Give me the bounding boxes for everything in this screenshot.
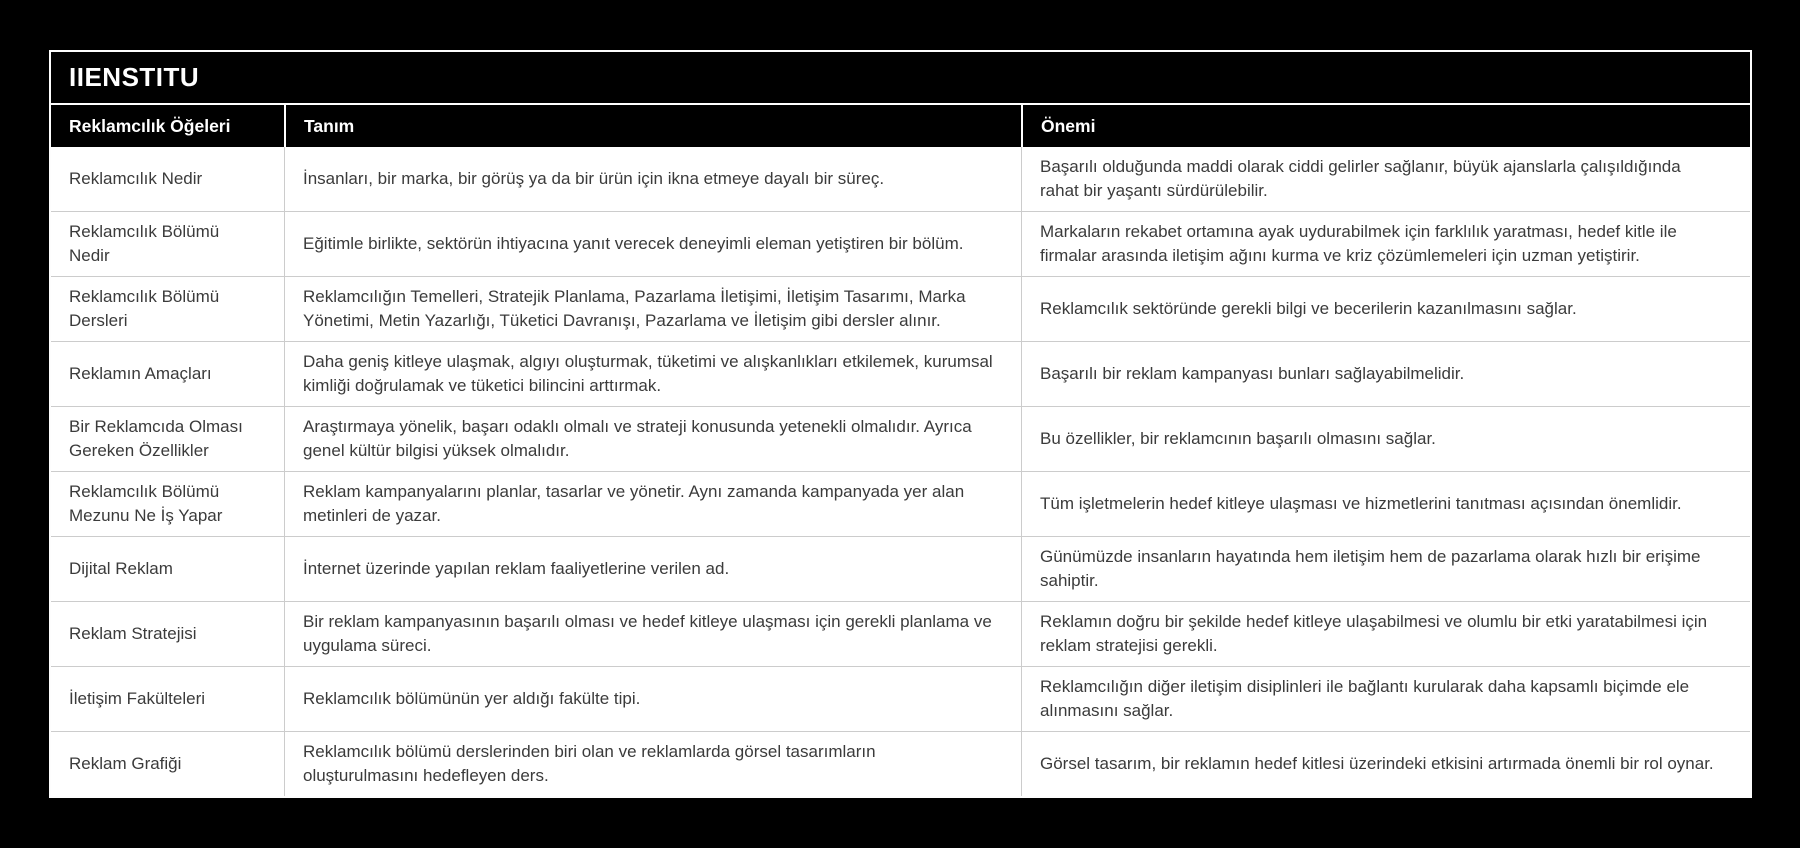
table-row [51, 731, 1750, 796]
cell-onemi [1021, 602, 1750, 666]
cell-text: Bir Reklamcıda Olması Gereken Özellikler [69, 417, 243, 460]
cell-onemi [1021, 277, 1750, 341]
table-row [51, 276, 1750, 341]
cell-onemi [1021, 342, 1750, 406]
column-header-oge: Reklamcılık Öğeleri [69, 115, 231, 136]
column-header-onemi: Önemi [1021, 105, 1750, 147]
cell-onemi [1021, 732, 1750, 796]
cell-oge [51, 212, 284, 276]
cell-oge [51, 732, 284, 796]
content-card [49, 50, 1752, 798]
cell-text: Reklam kampanyalarını planlar, tasarlar ve yönetir. Aynı zamanda kampanyada yer alan metinleri de yazar. [303, 482, 965, 525]
cell-oge [51, 147, 284, 211]
cell-onemi [1021, 472, 1750, 536]
cell-onemi [1021, 147, 1750, 211]
cell-tanim [284, 407, 1021, 471]
table-row [51, 211, 1750, 276]
cell-text: Tüm işletmelerin hedef kitleye ulaşması ve hizmetlerini tanıtması açısından önemlidir. [1040, 494, 1682, 513]
cell-tanim [284, 342, 1021, 406]
cell-text: Bu özellikler, bir reklamcının başarılı olmasını sağlar. [1040, 429, 1436, 448]
table-row [51, 471, 1750, 536]
cell-tanim [284, 212, 1021, 276]
cell-text: Reklamcılığın diğer iletişim disiplinleri ile bağlantı kurularak daha kapsamlı biçimde ele alınmasını sağlar. [1040, 677, 1690, 720]
cell-onemi [1021, 537, 1750, 601]
cell-oge [51, 472, 284, 536]
table-row [51, 601, 1750, 666]
cell-tanim [284, 472, 1021, 536]
cell-text: İletişim Fakülteleri [69, 689, 206, 708]
cell-text: Reklamcılık Bölümü Dersleri [69, 287, 220, 330]
cell-text: Görsel tasarım, bir reklamın hedef kitlesi üzerindeki etkisini artırmada önemli bir rol oynar. [1040, 754, 1714, 773]
table-row [51, 666, 1750, 731]
cell-tanim [284, 147, 1021, 211]
table-row [51, 536, 1750, 601]
cell-text: Reklamcılık Bölümü Mezunu Ne İş Yapar [69, 482, 223, 525]
cell-text: Eğitimle birlikte, sektörün ihtiyacına yanıt verecek deneyimli eleman yetiştiren bir bölüm. [303, 234, 964, 253]
cell-tanim [284, 277, 1021, 341]
cell-oge [51, 342, 284, 406]
cell-oge [51, 602, 284, 666]
table-row [51, 147, 1750, 211]
cell-oge [51, 407, 284, 471]
cell-text: Reklamın Amaçları [69, 364, 212, 383]
cell-text: Reklamcılık sektöründe gerekli bilgi ve becerilerin kazanılmasını sağlar. [1040, 299, 1577, 318]
table-row [51, 406, 1750, 471]
cell-text: Reklamcılık bölümünün yer aldığı fakülte tipi. [303, 689, 641, 708]
table-header-row [51, 105, 1750, 147]
cell-text: Reklamın doğru bir şekilde hedef kitleye ulaşabilmesi ve olumlu bir etki yaratabilmesi için reklam stratejisi gerekli. [1040, 612, 1708, 655]
cell-text: Reklamcılık Nedir [69, 169, 203, 188]
cell-tanim [284, 537, 1021, 601]
cell-text: Daha geniş kitleye ulaşmak, algıyı oluşturmak, tüketimi ve alışkanlıkları etkilemek, kurumsal kimliği doğrulamak ve tüketici bilincini arttırmak. [303, 352, 993, 395]
cell-text: Günümüzde insanların hayatında hem iletişim hem de pazarlama olarak hızlı bir erişime sahiptir. [1040, 547, 1701, 590]
cell-tanim [284, 732, 1021, 796]
cell-text: Reklamcılık Bölümü Nedir [69, 222, 220, 265]
page-title: IIENSTITU [69, 62, 200, 92]
cell-text: Başarılı bir reklam kampanyası bunları sağlayabilmelidir. [1040, 364, 1465, 383]
cell-oge [51, 667, 284, 731]
cell-text: İnternet üzerinde yapılan reklam faaliyetlerine verilen ad. [303, 559, 730, 578]
cell-text: Reklamcılık bölümü derslerinden biri olan ve reklamlarda görsel tasarımların oluşturulmasını hedefleyen ders. [303, 742, 876, 785]
title-bar [51, 52, 1750, 105]
cell-text: Reklamcılığın Temelleri, Stratejik Planlama, Pazarlama İletişimi, İletişim Tasarımı, Marka Yönetimi, Metin Yazarlığı, Tüketici Davranışı, Pazarlama ve İletişim gibi dersler alınır. [303, 287, 966, 330]
cell-text: Bir reklam kampanyasının başarılı olması ve hedef kitleye ulaşması için gerekli planlama ve uygulama süreci. [303, 612, 992, 655]
cell-text: Reklam Grafiği [69, 754, 182, 773]
cell-onemi [1021, 667, 1750, 731]
cell-text: Araştırmaya yönelik, başarı odaklı olmalı ve strateji konusunda yetenekli olmalıdır. Ayrıca genel kültür bilgisi yüksek olmalıdır. [303, 417, 972, 460]
column-header-tanim: Tanım [284, 105, 1021, 147]
cell-tanim [284, 602, 1021, 666]
cell-oge [51, 537, 284, 601]
cell-onemi [1021, 407, 1750, 471]
cell-text: Dijital Reklam [69, 559, 173, 578]
cell-text: Markaların rekabet ortamına ayak uydurabilmek için farklılık yaratması, hedef kitle ile firmalar arasında iletişim ağını kurma ve kriz çözümlemeleri için uzman yetiştirir. [1040, 222, 1677, 265]
cell-oge [51, 277, 284, 341]
cell-text: Reklam Stratejisi [69, 624, 197, 643]
cell-tanim [284, 667, 1021, 731]
cell-text: Başarılı olduğunda maddi olarak ciddi gelirler sağlanır, büyük ajanslarla çalışıldığında rahat bir yaşantı sürdürülebilir. [1040, 157, 1681, 200]
cell-text: İnsanları, bir marka, bir görüş ya da bir ürün için ikna etmeye dayalı bir süreç. [303, 169, 885, 188]
table-row [51, 341, 1750, 406]
cell-onemi [1021, 212, 1750, 276]
